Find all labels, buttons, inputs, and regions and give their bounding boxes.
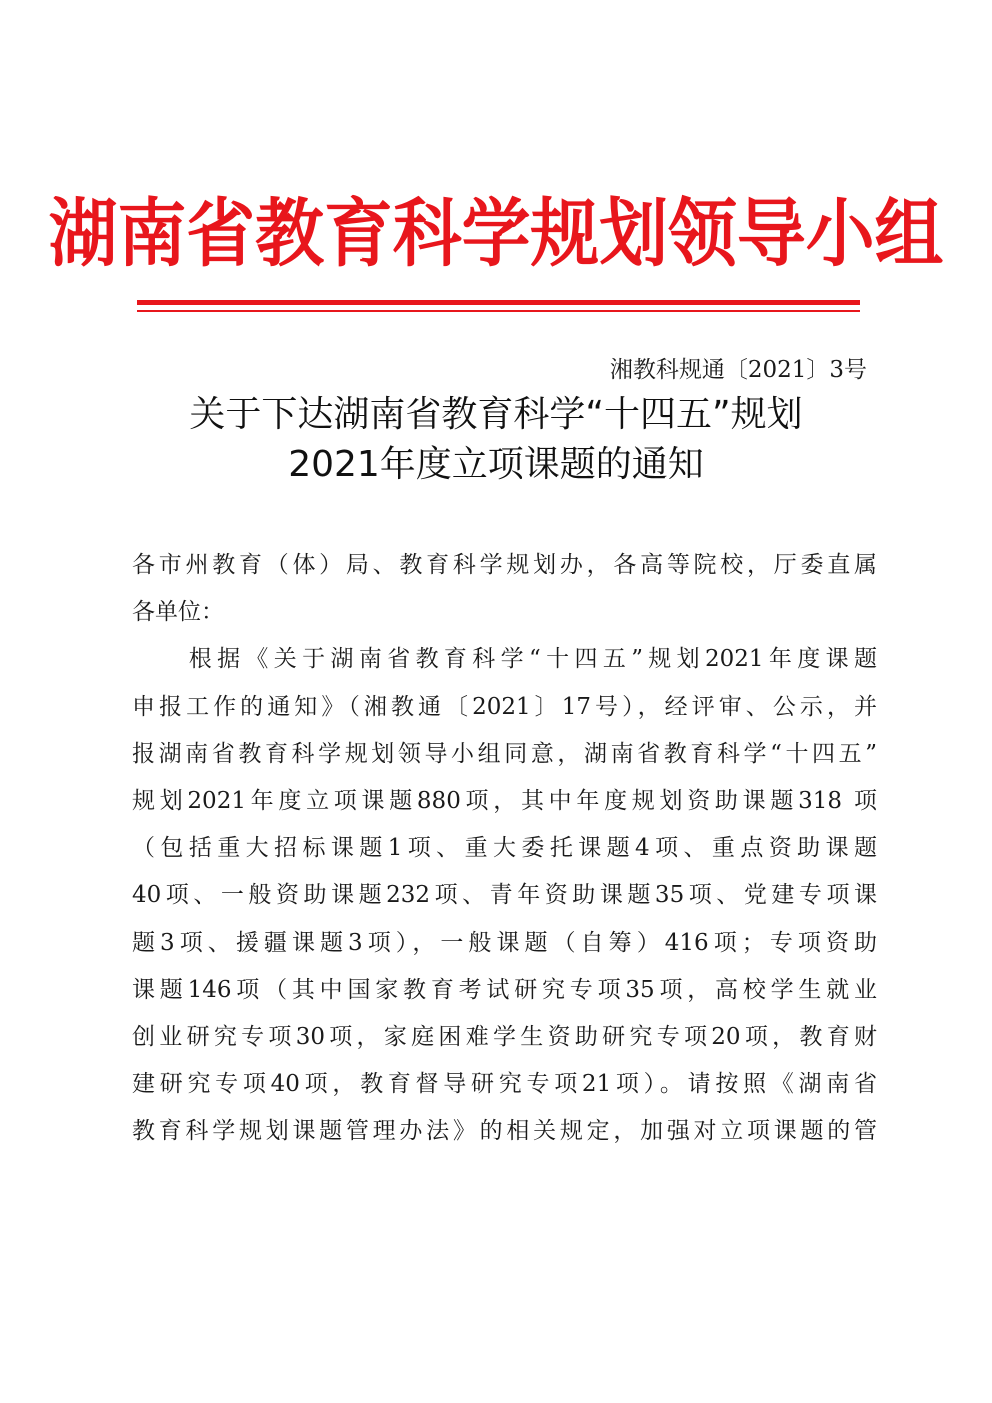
paragraph-line: 教育科学规划课题管理办法》的相关规定，加强对立项课题的管 bbox=[132, 1118, 877, 1145]
document-body bbox=[132, 542, 877, 1155]
paragraph-line: 题3项、援疆课题3项），一般课题（自筹）416项；专项资助 bbox=[132, 929, 877, 956]
document-number: 湘教科规通〔2021〕3号 bbox=[609, 357, 867, 383]
title-line-2: 2021年度立项课题的通知 bbox=[288, 444, 704, 485]
masthead-rule-thick bbox=[137, 300, 860, 305]
addressee-line: 各单位： bbox=[132, 599, 224, 626]
masthead-rule-thin bbox=[137, 310, 860, 312]
paragraph-line: 规划2021年度立项课题880项，其中年度规划资助课题318 项 bbox=[132, 787, 877, 814]
addressee-line: 各市州教育（体）局、教育科学规划办，各高等院校，厅委直属 bbox=[132, 552, 877, 578]
paragraph-line: 报湖南省教育科学规划领导小组同意，湖南省教育科学“十四五” bbox=[132, 740, 877, 767]
issuer-masthead: 湖南省教育科学规划领导小组 bbox=[48, 191, 944, 277]
paragraph-line: 申报工作的通知》（湘教通〔2021〕17号），经评审、公示，并 bbox=[132, 693, 877, 720]
paragraph-line: 根据《关于湖南省教育科学“十四五”规划2021年度课题 bbox=[132, 646, 877, 673]
paragraph-line: 建研究专项40项，教育督导研究专项21项）。请按照《湖南省 bbox=[132, 1071, 877, 1098]
paragraph-line: 创业研究专项30项，家庭困难学生资助研究专项20项，教育财 bbox=[132, 1023, 877, 1050]
title-line-1: 关于下达湖南省教育科学“十四五”规划 bbox=[189, 394, 803, 435]
paragraph-line: （包括重大招标课题1项、重大委托课题4项、重点资助课题 bbox=[132, 835, 877, 862]
paragraph-line: 课题146项（其中国家教育考试研究专项35项，高校学生就业 bbox=[132, 976, 877, 1003]
paragraph-line: 40项、一般资助课题232项、青年资助课题35项、党建专项课 bbox=[132, 882, 877, 909]
